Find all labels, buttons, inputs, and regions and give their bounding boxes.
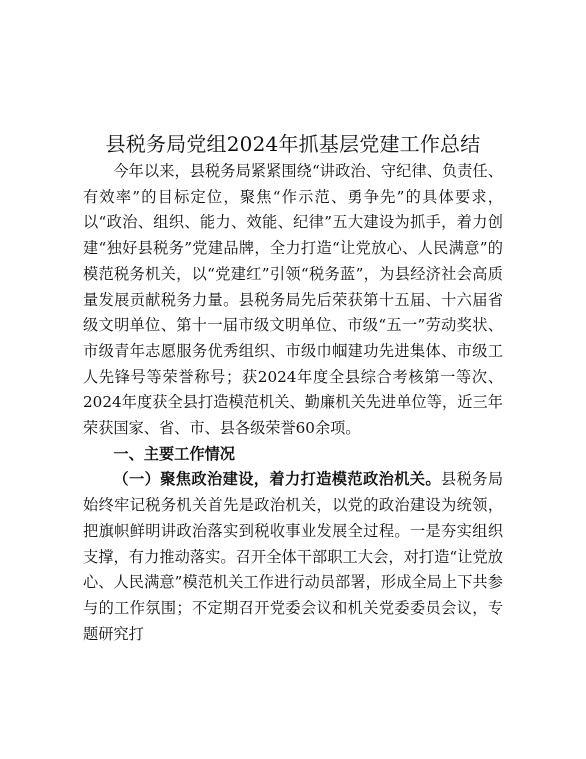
intro-paragraph: 今年以来，县税务局紧紧围绕“讲政治、守纪律、负责任、有效率”的目标定位，聚焦“作示范、勇争先”的具体要求，以“政治、组织、能力、效能、纪律”五大建设为抓手，着力创建“独好县税务”党建品牌，全力打造“让党放心、人民满意”的模范税务机关，以“党建红”引领“税务蓝”，为县经济社会高质量发展贡献税务力量。县税务局先后荣获第十五届、十六届省级文明单位、第十一届市级文明单位、市级“五一”劳动奖状、市级青年志愿服务优秀组织、市级巾帼建功先进集体、市级工人先锋号等荣誉称号；获2024年度全县综合考核第一等次、2024年度获全县打造模范机关、勤廉机关先进单位等，近三年荣获国家、省、市、县各级荣誉60余项。	[83, 162, 503, 438]
subsection-text: 县税务局始终牢记税务机关首先是政治机关，以党的政治建设为统领，把旗帜鲜明讲政治落实到税收事业发展全过程。一是夯实组织支撑，有力推动落实。召开全体干部职工大会，对打造“让党放心、人民满意”模范机关工作进行动员部署，形成全局上下共参与的工作氛围；不定期召开党委会议和机关党委委员会议，专题研究打	[83, 470, 504, 643]
subsection-heading: （一）聚焦政治建设，着力打造模范政治机关。	[113, 470, 442, 489]
document-title: 县税务局党组2024年抓基层党建工作总结	[105, 132, 481, 156]
subsection-paragraph	[83, 467, 503, 647]
section-heading: 一、主要工作情况	[113, 444, 235, 463]
document-body	[83, 159, 503, 647]
